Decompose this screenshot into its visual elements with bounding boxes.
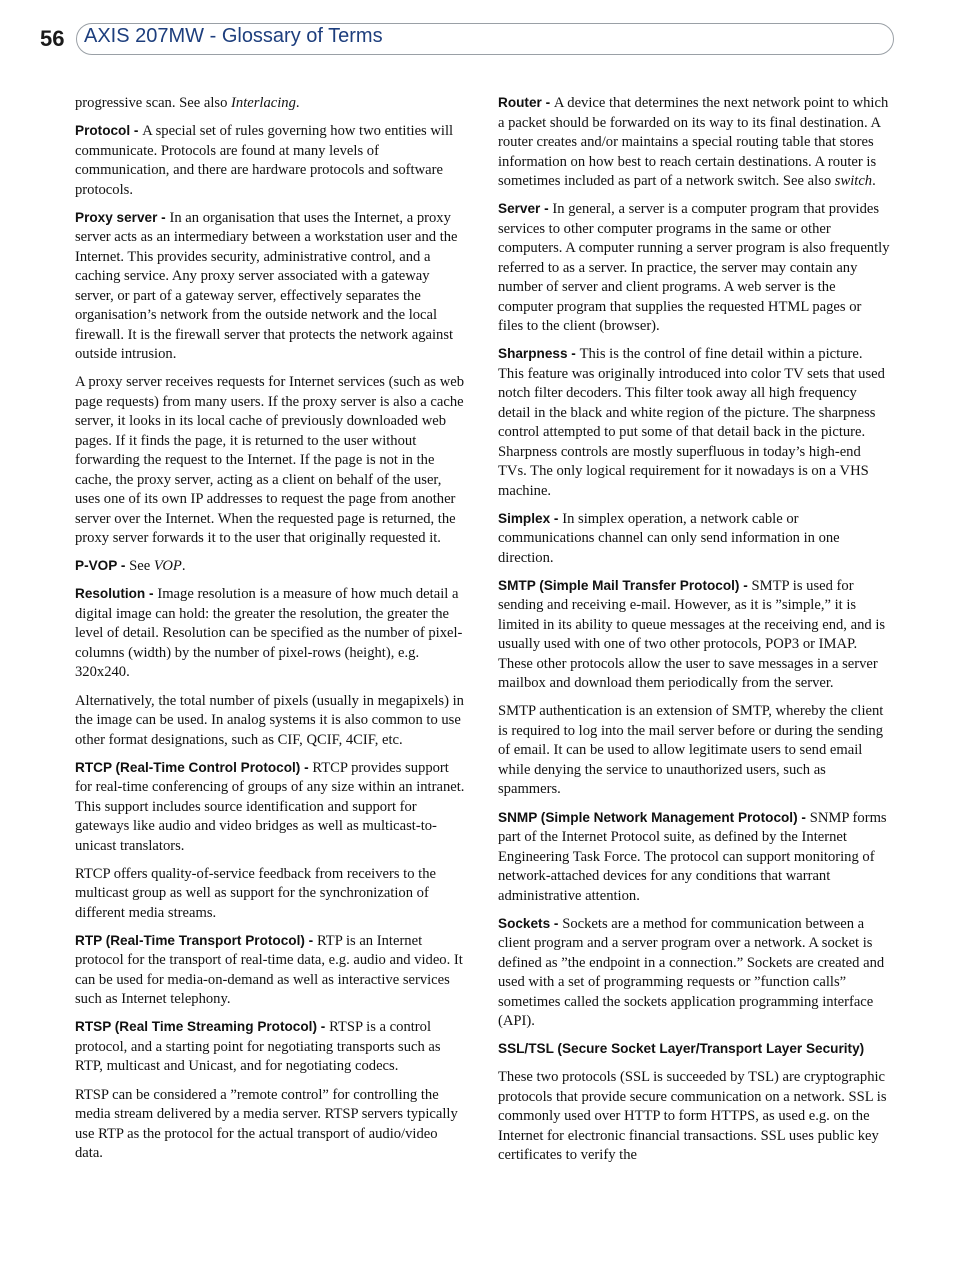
entry-text: A device that determines the next network point to which a packet should be forwarded on its way to its final destination. A router creates and/or maintains a special routing table that stores information on how best to reach certain destinations. A router is sometimes included as part of a network switch. See also [498,95,889,189]
entry-text: RTCP provides support for real-time conferencing of groups of any size within an intranet. This support includes source identification and support for gateways like audio and video bridges as well as multicast-to-unicast translators. [75,759,465,854]
glossary-entry [498,701,890,800]
entry-text: RTP is an Internet protocol for the transport of real-time data, e.g. audio and video. It can be used for media-on-demand as well as interactive services such as Internet telephony. [75,932,463,1008]
entry-term: Protocol - [75,123,143,139]
glossary-entry [75,372,467,549]
entry-term: Router - [498,95,554,110]
glossary-entry [75,556,467,577]
entry-text: A special set of rules governing how two entities will communicate. Protocols are found at many levels of communication, and there are hardware protocols and software protocols. [75,123,454,198]
entry-term: Sockets - [498,915,563,931]
glossary-entry [498,199,890,337]
entry-term: Proxy server - [75,209,170,225]
entry-text: SMTP is used for sending and receiving e-mail. However, as it is ”simple,” it is limited in its ability to queue messages at the receiving end, and is usually used with one of two other protocols, POP3 or IMAP. These other protocols allow the user to save messages in a server mailbox and download them periodically from the server. [498,577,886,692]
page-number: 56 [40,26,65,51]
entry-term: RTP (Real-Time Transport Protocol) - [75,932,317,948]
glossary-entry [75,931,467,1010]
entry-reference: Interlacing [231,95,296,111]
entry-text: In general, a server is a computer program that provides services to other computer programs in the same or other computers. A computer running a server program is also frequently referred to as a server. In practice, the server may contain any number of server and client programs. A web server is the computer program that supplies the requested HTML pages or files to the client (browser). [498,201,890,335]
glossary-entry [75,93,467,114]
entry-text: RTCP offers quality-of-service feedback from receivers to the multicast group as well as support for the synchronization of different media streams. [75,865,436,921]
entry-term: SMTP (Simple Mail Transfer Protocol) - [498,577,752,593]
entry-after: . [295,95,300,111]
entry-text: Alternatively, the total number of pixels (usually in megapixels) in the image can be used. In analog systems it is also common to use other format designations, such as CIF, QCIF, 4CIF, etc. [75,692,464,748]
entry-text: RTSP can be considered a ”remote control” for controlling the media stream delivered by a media server. RTSP servers typically use RTP as the protocol for the actual transport of audio/video data. [75,1086,458,1162]
entry-after: . [181,558,186,575]
page-title: AXIS 207MW - Glossary of Terms [84,25,383,47]
entry-text: In simplex operation, a network cable or communications channel can only send information in one direction. [498,510,840,566]
entry-term: P-VOP - [75,558,130,574]
entry-term: Sharpness - [498,346,580,362]
glossary-entry [498,344,890,501]
entry-term: SSL/TSL (Secure Socket Layer/Transport Layer Security) [498,1041,865,1057]
entry-text: Image resolution is a measure of how much detail a digital image can hold: the greater the resolution, the greater the level of detail. Resolution can be specified as the number of pixel-columns (width) by the number of pixel-rows (height), e.g. 320x240. [75,586,463,681]
glossary-entry [75,1017,467,1077]
glossary-entry [498,93,890,192]
right-column [498,93,890,1173]
glossary-entry [75,121,467,200]
glossary-entry [75,758,467,857]
glossary-entry [75,864,467,924]
glossary-entry [75,208,467,365]
glossary-entry [75,1085,467,1164]
entry-text: Sockets are a method for communication between a client program and a server program over a network. A socket is defined as ”the endpoint in a connection.” Sockets are created and used with a set of programming requests or ”function calls” sometimes called the sockets application programming interface (API). [498,915,885,1030]
entry-term: RTCP (Real-Time Control Protocol) - [75,759,313,775]
entry-text: See [129,558,154,575]
entry-text: SMTP authentication is an extension of SMTP, whereby the client is required to log into the mail server before or during the sending of email. It can be used to allow legitimate users to send email while denying the service to unauthorized users, such as spammers. [498,703,884,798]
glossary-entry [498,808,890,907]
left-column [75,93,467,1171]
entry-term: RTSP (Real Time Streaming Protocol) - [75,1019,330,1035]
entry-term: SNMP (Simple Network Management Protocol) - [498,809,810,825]
entry-text: SNMP forms part of the Internet Protocol suite, as defined by the Internet Engineering Task Force. The protocol can support monitoring of network-attached devices for any conditions that warrant administrative attention. [498,809,887,904]
glossary-entry [498,1039,890,1060]
entry-reference: switch [834,173,873,189]
glossary-entry [75,584,467,683]
entry-text: progressive scan. See also [75,95,232,111]
entry-text: These two protocols (SSL is succeeded by TSL) are cryptographic protocols that provide secure communication on a network. SSL is commonly used over HTTP to form HTTPS, as used e.g. on the Internet for electronic financial transactions. SSL uses public key certificates to verify the [498,1069,887,1164]
glossary-entry [498,1067,890,1166]
entry-text: A proxy server receives requests for Internet services (such as web page requests) from many users. If the proxy server is also a cache server, it looks in its local cache of previously downloaded web pages. If it finds the page, it is returned to the user without forwarding the request to the Internet. If the page is not in the cache, the proxy server, acting as a client on behalf of the user, uses one of its own IP addresses to request the page from another server over the Internet. When the requested page is returned, the proxy server forwards it to the user that originally requested it. [75,374,465,547]
entry-text: RTSP is a control protocol, and a starting point for negotiating transports such as RTP, multicast and Unicast, and for negotiating codecs. [75,1019,441,1075]
entry-after: . [872,173,876,189]
glossary-entry [498,509,890,569]
glossary-entry [498,914,890,1032]
entry-text: This is the control of fine detail within a picture. This feature was originally introduced into color TV sets that used notch filter decoders. This filter took away all high frequency detail in the black and white region of the picture. The sharpness control attempted to put some of that detail back in the picture. Sharpness controls are mostly superfluous in today’s high-end TVs. The only logical requirement for it nowadays is on a VHS machine. [498,346,885,499]
entry-term: Resolution - [75,586,158,602]
entry-term: Server - [498,201,553,217]
glossary-entry [498,576,890,694]
entry-text: In an organisation that uses the Internet, a proxy server acts as an intermediary between a workstation user and the Internet. This provides security, administrative control, and a caching service. Any proxy server associated with a gateway server, or part of a gateway server, effectively separates the organisation’s network from the outside network and the local firewall. It is the firewall server that protects the network against outside intrusion. [75,209,458,363]
entry-term: Simplex - [498,510,563,526]
entry-reference: VOP [153,558,182,575]
glossary-entry [75,691,467,751]
